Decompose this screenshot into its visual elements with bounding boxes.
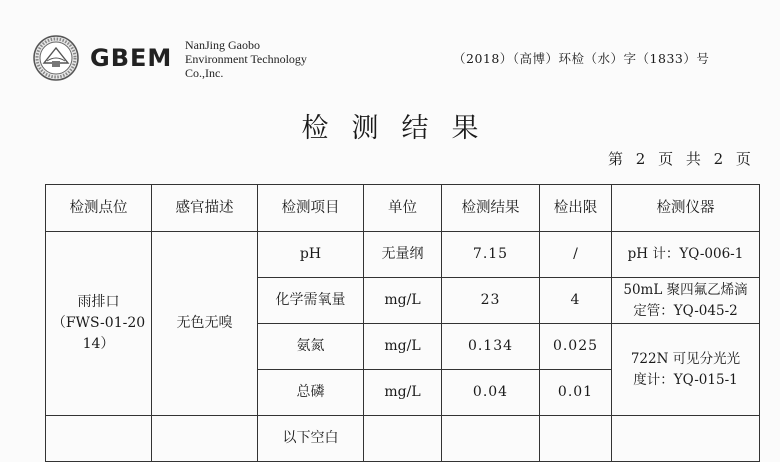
empty-cell <box>46 416 152 462</box>
blank-below-note: 以下空白 <box>258 416 364 462</box>
result-cell: 23 <box>442 278 540 324</box>
sample-point-name: 雨排口 <box>77 294 120 310</box>
unit-cell: mg/L <box>364 324 442 370</box>
brand-name: GBEM <box>90 44 173 72</box>
page-title: 检测结果 <box>301 113 502 144</box>
report-reference-number: （2018）（高博）环检（水）字（1833）号 <box>453 51 710 66</box>
page-number: 第 2 页 共 2 页 <box>608 150 755 168</box>
limit-cell: / <box>540 232 612 278</box>
result-cell: 7.15 <box>442 232 540 278</box>
header-item: 检测项目 <box>258 185 364 232</box>
instrument-line-1: 722N 可见分光光 <box>630 350 741 367</box>
instrument-cell <box>612 324 760 416</box>
unit-cell: 无量纲 <box>364 232 442 278</box>
item-cell: 总磷 <box>258 370 364 416</box>
empty-cell <box>152 416 258 462</box>
empty-cell <box>364 416 442 462</box>
company-line-1: NanJing Gaobo <box>185 38 260 52</box>
result-cell: 0.04 <box>442 370 540 416</box>
instrument-cell: pH 计：YQ-006-1 <box>612 232 760 278</box>
table-header-row <box>46 185 760 232</box>
item-cell: 化学需氧量 <box>258 278 364 324</box>
company-line-3: Co.,Inc. <box>185 66 224 80</box>
header-instrument: 检测仪器 <box>612 185 760 232</box>
instrument-line-2: 定管：YQ-045-2 <box>633 302 738 319</box>
company-name <box>185 38 307 80</box>
company-line-2: Environment Technology <box>185 52 307 66</box>
empty-cell <box>442 416 540 462</box>
instrument-line-2: 度计：YQ-015-1 <box>633 371 738 388</box>
empty-cell <box>540 416 612 462</box>
sensory-description: 无色无嗅 <box>152 232 258 416</box>
limit-cell: 0.025 <box>540 324 612 370</box>
instrument-cell <box>612 278 760 324</box>
header-unit: 单位 <box>364 185 442 232</box>
item-cell: 氨氮 <box>258 324 364 370</box>
sample-point-cell <box>46 232 152 416</box>
item-cell: pH <box>258 232 364 278</box>
limit-cell: 4 <box>540 278 612 324</box>
header-sensory: 感官描述 <box>152 185 258 232</box>
unit-cell: mg/L <box>364 278 442 324</box>
sample-point-code: （FWS-01-20 <box>51 315 146 331</box>
result-cell: 0.134 <box>442 324 540 370</box>
sample-point-code-end: 14） <box>82 336 115 352</box>
company-seal-logo <box>33 35 79 81</box>
empty-cell <box>612 416 760 462</box>
header-sample-point: 检测点位 <box>46 185 152 232</box>
instrument-line-1: 50mL 聚四氟乙烯滴 <box>623 281 748 298</box>
table-row-blank <box>46 416 760 462</box>
table-row <box>46 232 760 278</box>
limit-cell: 0.01 <box>540 370 612 416</box>
header-limit: 检出限 <box>540 185 612 232</box>
results-table <box>45 184 760 462</box>
header-result: 检测结果 <box>442 185 540 232</box>
unit-cell: mg/L <box>364 370 442 416</box>
